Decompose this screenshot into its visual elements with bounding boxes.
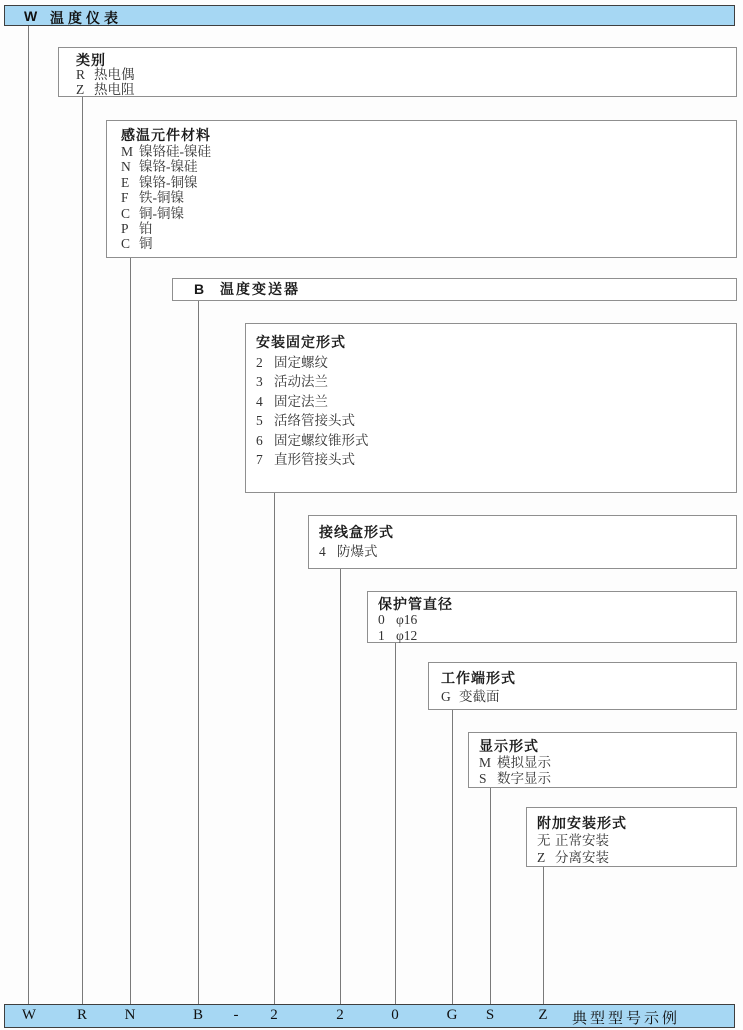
example-code-g: G — [446, 1007, 458, 1023]
option-row — [319, 542, 736, 561]
option-code: 7 — [256, 452, 263, 468]
box-temperature-transmitter — [172, 278, 737, 301]
box-additional-mounting-form-title: 附加安装形式 — [537, 815, 627, 831]
connector-line-b — [198, 301, 199, 1004]
option-text: 热电阻 — [94, 81, 135, 97]
option-code: C — [121, 236, 131, 252]
option-row — [256, 372, 736, 391]
option-text: 固定螺纹 — [274, 355, 328, 370]
title-bar — [4, 5, 735, 26]
connector-line-w — [28, 26, 29, 1004]
option-text: 镍铬-铜镍 — [139, 174, 198, 190]
option-text: 固定法兰 — [274, 393, 328, 409]
box-sensing-element-material-title: 感温元件材料 — [121, 127, 211, 143]
option-code: 2 — [256, 355, 263, 370]
option-code: 4 — [256, 393, 263, 409]
example-model-caption: 典型型号示例 — [572, 1011, 681, 1027]
box-category-title: 类别 — [76, 52, 106, 68]
option-code: R — [76, 67, 86, 82]
option-text: 数字显示 — [497, 771, 551, 787]
example-code-2a: 2 — [270, 1007, 278, 1023]
option-row — [121, 190, 736, 205]
box-protection-tube-diameter-title: 保护管直径 — [378, 596, 453, 612]
option-row — [121, 236, 736, 251]
example-code-b: B — [192, 1007, 204, 1023]
option-code: M — [121, 144, 134, 159]
box-working-end-form-title: 工作端形式 — [441, 670, 516, 686]
example-code-s: S — [485, 1007, 495, 1023]
box-junction-box-form — [308, 515, 737, 569]
box-display-form — [468, 732, 737, 788]
option-text: 正常安装 — [555, 833, 609, 848]
example-code-z: Z — [538, 1007, 548, 1023]
option-row — [256, 450, 736, 469]
option-code: 1 — [378, 627, 385, 643]
option-row — [76, 83, 736, 98]
option-text: 活动法兰 — [274, 374, 328, 390]
option-code: 4 — [319, 544, 326, 559]
option-code: 0 — [378, 612, 385, 627]
box-mounting-fixing-form — [245, 323, 737, 493]
option-row — [256, 411, 736, 430]
option-text: 直形管接头式 — [274, 452, 355, 468]
option-row — [121, 206, 736, 221]
option-row — [378, 612, 736, 628]
connector-line-2a — [274, 493, 275, 1004]
option-row — [256, 353, 736, 372]
option-text: φ16 — [396, 612, 418, 627]
option-code: 6 — [256, 432, 263, 448]
option-code: B — [194, 281, 205, 297]
option-text: 固定螺纹锥形式 — [274, 432, 369, 448]
option-row — [121, 159, 736, 174]
option-code: N — [121, 159, 131, 175]
option-code: E — [121, 174, 130, 190]
option-row — [479, 771, 736, 787]
option-code: F — [121, 190, 129, 206]
connector-line-z — [543, 867, 544, 1004]
option-text: 温度变送器 — [220, 281, 300, 297]
option-text: 模拟显示 — [497, 755, 551, 770]
option-code: M — [479, 755, 492, 770]
example-code-n: N — [124, 1007, 136, 1023]
option-row — [121, 221, 736, 236]
option-row — [256, 392, 736, 411]
box-temperature-transmitter-title — [194, 279, 736, 300]
option-row — [378, 628, 736, 644]
option-text: 铂 — [139, 221, 153, 237]
option-text: 铁-铜镍 — [139, 190, 184, 206]
title-bar-label: 温度仪表 — [50, 10, 122, 26]
option-code: Z — [76, 81, 85, 97]
option-code: P — [121, 221, 129, 237]
option-text: 热电偶 — [94, 67, 135, 82]
option-text: 铜-铜镍 — [139, 205, 184, 221]
box-mounting-fixing-form-title: 安装固定形式 — [256, 334, 346, 350]
option-text: 防爆式 — [337, 544, 378, 559]
option-text: 分离安装 — [555, 850, 609, 866]
connector-line-s — [490, 788, 491, 1004]
connector-line-g — [452, 710, 453, 1004]
example-code-0: 0 — [391, 1007, 399, 1023]
option-code: Z — [537, 850, 546, 866]
example-code-r: R — [76, 1007, 88, 1023]
box-display-form-title: 显示形式 — [479, 738, 539, 754]
option-row — [537, 832, 736, 849]
connector-line-2b — [340, 569, 341, 1004]
box-category — [58, 47, 737, 97]
option-row — [121, 175, 736, 190]
option-code: S — [479, 771, 487, 787]
option-row — [479, 755, 736, 771]
box-protection-tube-diameter — [367, 591, 737, 643]
box-junction-box-form-title: 接线盒形式 — [319, 524, 394, 540]
box-additional-mounting-form — [526, 807, 737, 867]
option-text: 镍铬硅-镍硅 — [139, 144, 211, 159]
example-code-2b: 2 — [336, 1007, 344, 1023]
option-row — [76, 68, 736, 83]
example-code-w: W — [21, 1007, 37, 1023]
option-row — [537, 849, 736, 866]
option-code: 5 — [256, 413, 263, 429]
title-bar-code: W — [24, 8, 38, 24]
option-code: G — [441, 689, 451, 704]
box-sensing-element-material — [106, 120, 737, 258]
option-text: 变截面 — [459, 689, 500, 704]
option-code: 3 — [256, 374, 263, 390]
example-code-dash: - — [233, 1007, 239, 1023]
connector-line-n — [130, 258, 131, 1004]
option-text: 镍铬-镍硅 — [139, 159, 198, 175]
connector-line-0 — [395, 643, 396, 1004]
option-text: 活络管接头式 — [274, 413, 355, 429]
option-row — [441, 688, 736, 706]
option-text: φ12 — [396, 627, 418, 643]
box-working-end-form — [428, 662, 737, 710]
option-code: C — [121, 205, 131, 221]
option-text: 铜 — [139, 236, 153, 252]
connector-line-r — [82, 97, 83, 1004]
option-row — [121, 144, 736, 159]
option-row — [256, 431, 736, 450]
option-code: 无 — [537, 833, 551, 848]
